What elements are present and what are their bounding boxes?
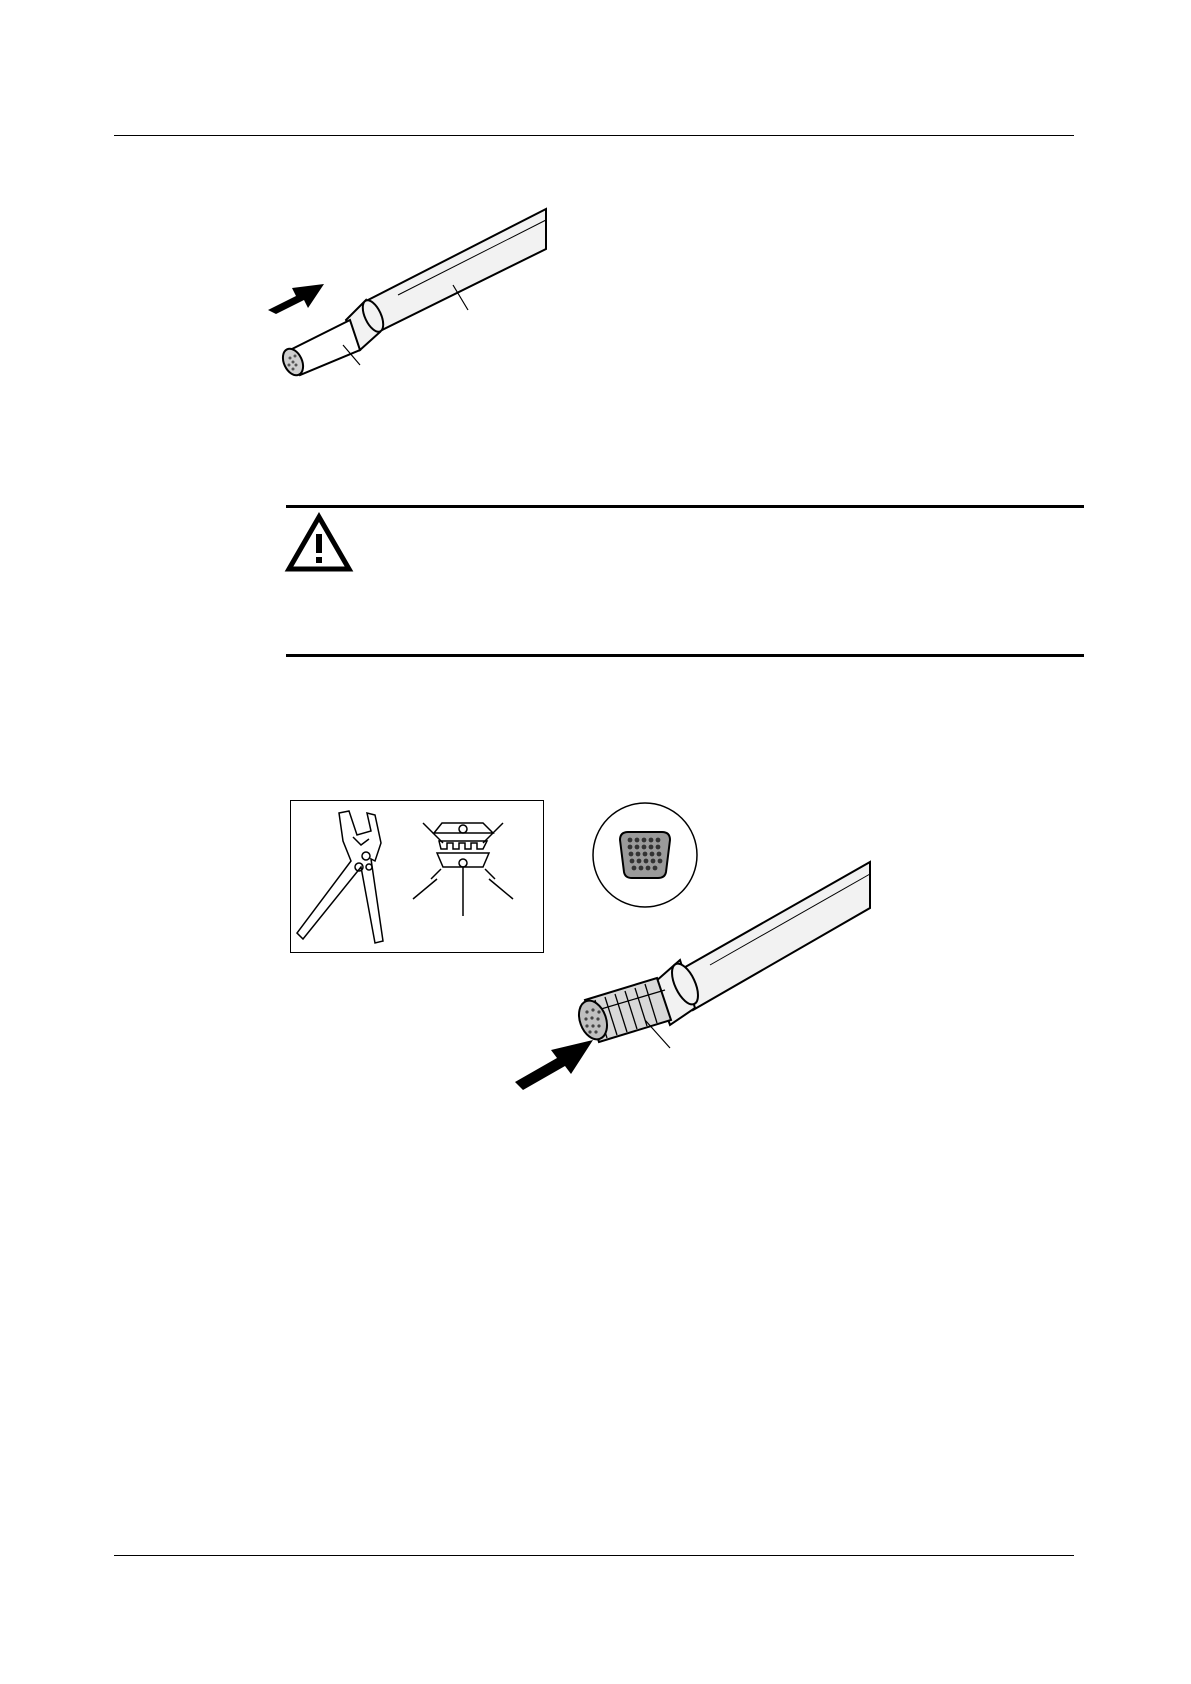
header-rule <box>114 135 1074 136</box>
crimped-ferrule-cable-illustration <box>515 860 880 1105</box>
crimping-die-icon <box>413 823 513 916</box>
insert-wire-into-ferrule-illustration <box>268 200 568 390</box>
crimped-ferrule-cable-figure <box>515 860 880 1105</box>
footer-rule <box>114 1555 1074 1556</box>
crimping-tool-inset <box>290 800 544 953</box>
warning-top-rule <box>286 505 1084 508</box>
crimping-tool-icon <box>297 811 383 943</box>
insert-wire-figure <box>268 200 568 390</box>
warning-bottom-rule <box>286 654 1084 657</box>
push-arrow-icon <box>515 1040 593 1090</box>
warning-triangle-icon <box>286 514 352 572</box>
push-arrow-icon <box>268 284 324 314</box>
